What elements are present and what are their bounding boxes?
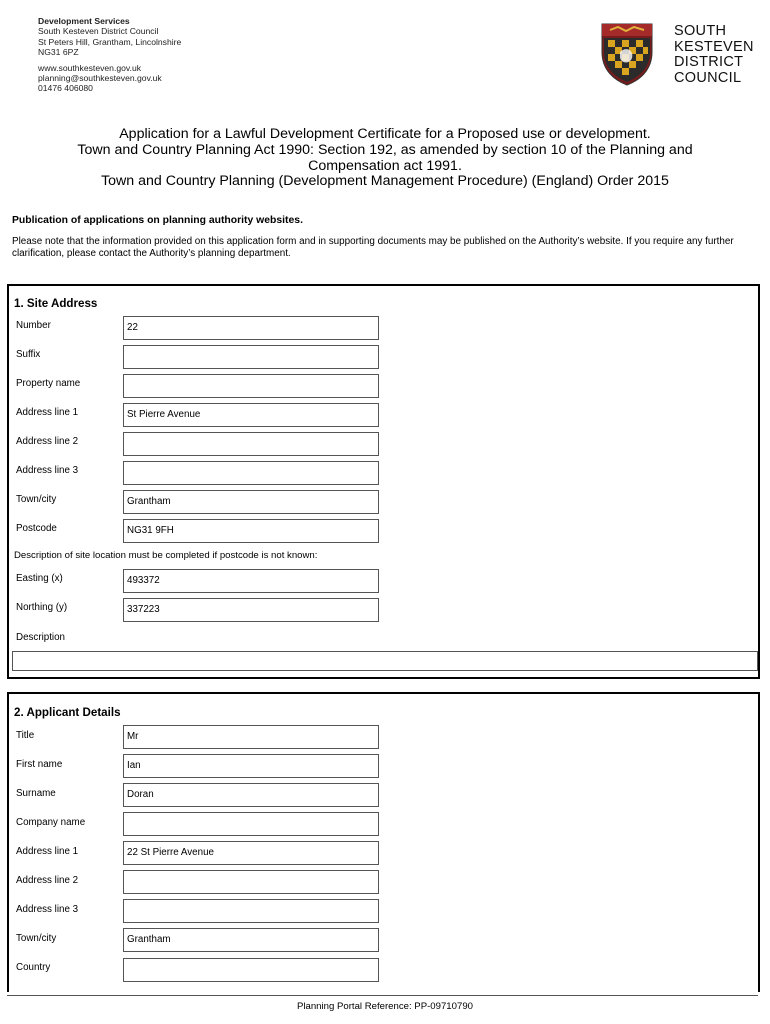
- council-name-line: COUNCIL: [674, 69, 742, 86]
- applicant-title-field[interactable]: Mr: [123, 725, 379, 749]
- org-name: Development Services: [38, 16, 130, 26]
- heading-line: Town and Country Planning Act 1990: Section 192, as amended by section 10 of the Planning and: [77, 141, 693, 158]
- easting-field[interactable]: 493372: [123, 569, 379, 593]
- applicant-details-section: [7, 692, 760, 992]
- field-label: Address line 1: [16, 846, 79, 857]
- field-label: Number: [16, 320, 51, 331]
- applicant-address-line1-field[interactable]: 22 St Pierre Avenue: [123, 841, 379, 865]
- org-email-link[interactable]: planning@southkesteven.gov.uk: [38, 73, 162, 84]
- field-label: Description: [16, 632, 66, 643]
- site-address-line2-field[interactable]: [123, 432, 379, 456]
- site-property-name-field[interactable]: [123, 374, 379, 398]
- northing-field[interactable]: 337223: [123, 598, 379, 622]
- field-label: Property name: [16, 378, 81, 389]
- publication-text: Please note that the information provided on this application form and in supporting documents may be published on the Authority’s website. If you require any further clarification, please contact the Authority’s planning department.: [12, 236, 734, 259]
- publication-title: Publication of applications on planning authority websites.: [12, 215, 303, 226]
- council-name-line: KESTEVEN: [674, 38, 754, 55]
- field-label: Address line 3: [16, 465, 79, 476]
- field-label: Suffix: [16, 349, 41, 360]
- heading-line: Town and Country Planning (Development Management Procedure) (England) Order 2015: [101, 173, 669, 190]
- site-address-line3-field[interactable]: [123, 461, 379, 485]
- org-phone: 01476 406080: [38, 83, 93, 94]
- applicant-address-line2-field[interactable]: [123, 870, 379, 894]
- org-address-line: NG31 6PZ: [38, 47, 79, 58]
- field-label: Address line 2: [16, 436, 79, 447]
- org-website-link[interactable]: www.southkesteven.gov.uk: [38, 62, 142, 73]
- site-address-section: [7, 284, 760, 679]
- site-suffix-field[interactable]: [123, 345, 379, 369]
- site-number-field[interactable]: 22: [123, 316, 379, 340]
- applicant-town-field[interactable]: Grantham: [123, 928, 379, 952]
- field-label: Title: [16, 730, 35, 741]
- field-label: Address line 3: [16, 904, 79, 915]
- section-title: 2. Applicant Details: [14, 706, 121, 719]
- applicant-country-field[interactable]: [123, 958, 379, 982]
- site-town-field[interactable]: Grantham: [123, 490, 379, 514]
- field-label: Country: [16, 962, 51, 973]
- field-label: Address line 2: [16, 875, 79, 886]
- council-name: [674, 24, 754, 86]
- applicant-company-field[interactable]: [123, 812, 379, 836]
- footer-reference: Planning Portal Reference: PP-09710790: [296, 1001, 473, 1012]
- location-note: Description of site location must be completed if postcode is not known:: [14, 550, 318, 561]
- field-label: First name: [16, 759, 63, 770]
- org-address-line: St Peters Hill, Grantham, Lincolnshire: [38, 36, 182, 47]
- applicant-surname-field[interactable]: Doran: [123, 783, 379, 807]
- section-title: 1. Site Address: [14, 297, 98, 310]
- council-name-line: SOUTH: [674, 23, 727, 39]
- field-label: Town/city: [16, 933, 57, 944]
- field-label: Northing (y): [16, 602, 68, 613]
- site-address-line1-field[interactable]: St Pierre Avenue: [123, 403, 379, 427]
- field-label: Postcode: [16, 523, 57, 534]
- field-label: Surname: [16, 788, 56, 799]
- org-contact-block: [38, 16, 181, 94]
- field-label: Town/city: [16, 494, 57, 505]
- applicant-address-line3-field[interactable]: [123, 899, 379, 923]
- field-label: Easting (x): [16, 573, 63, 584]
- footer-divider: [7, 995, 758, 996]
- field-label: Address line 1: [16, 407, 79, 418]
- site-description-field[interactable]: [12, 651, 758, 671]
- heading-line: Application for a Lawful Development Certificate for a Proposed use or development.: [119, 126, 651, 142]
- council-name-line: DISTRICT: [674, 54, 744, 70]
- applicant-first-name-field[interactable]: Ian: [123, 754, 379, 778]
- council-crest-icon: [600, 22, 654, 86]
- field-label: Company name: [16, 817, 86, 828]
- heading-line: Compensation act 1991.: [308, 157, 462, 174]
- council-logo: [600, 22, 760, 88]
- site-postcode-field[interactable]: NG31 9FH: [123, 519, 379, 543]
- form-heading: [20, 127, 750, 190]
- org-address-line: South Kesteven District Council: [38, 26, 159, 37]
